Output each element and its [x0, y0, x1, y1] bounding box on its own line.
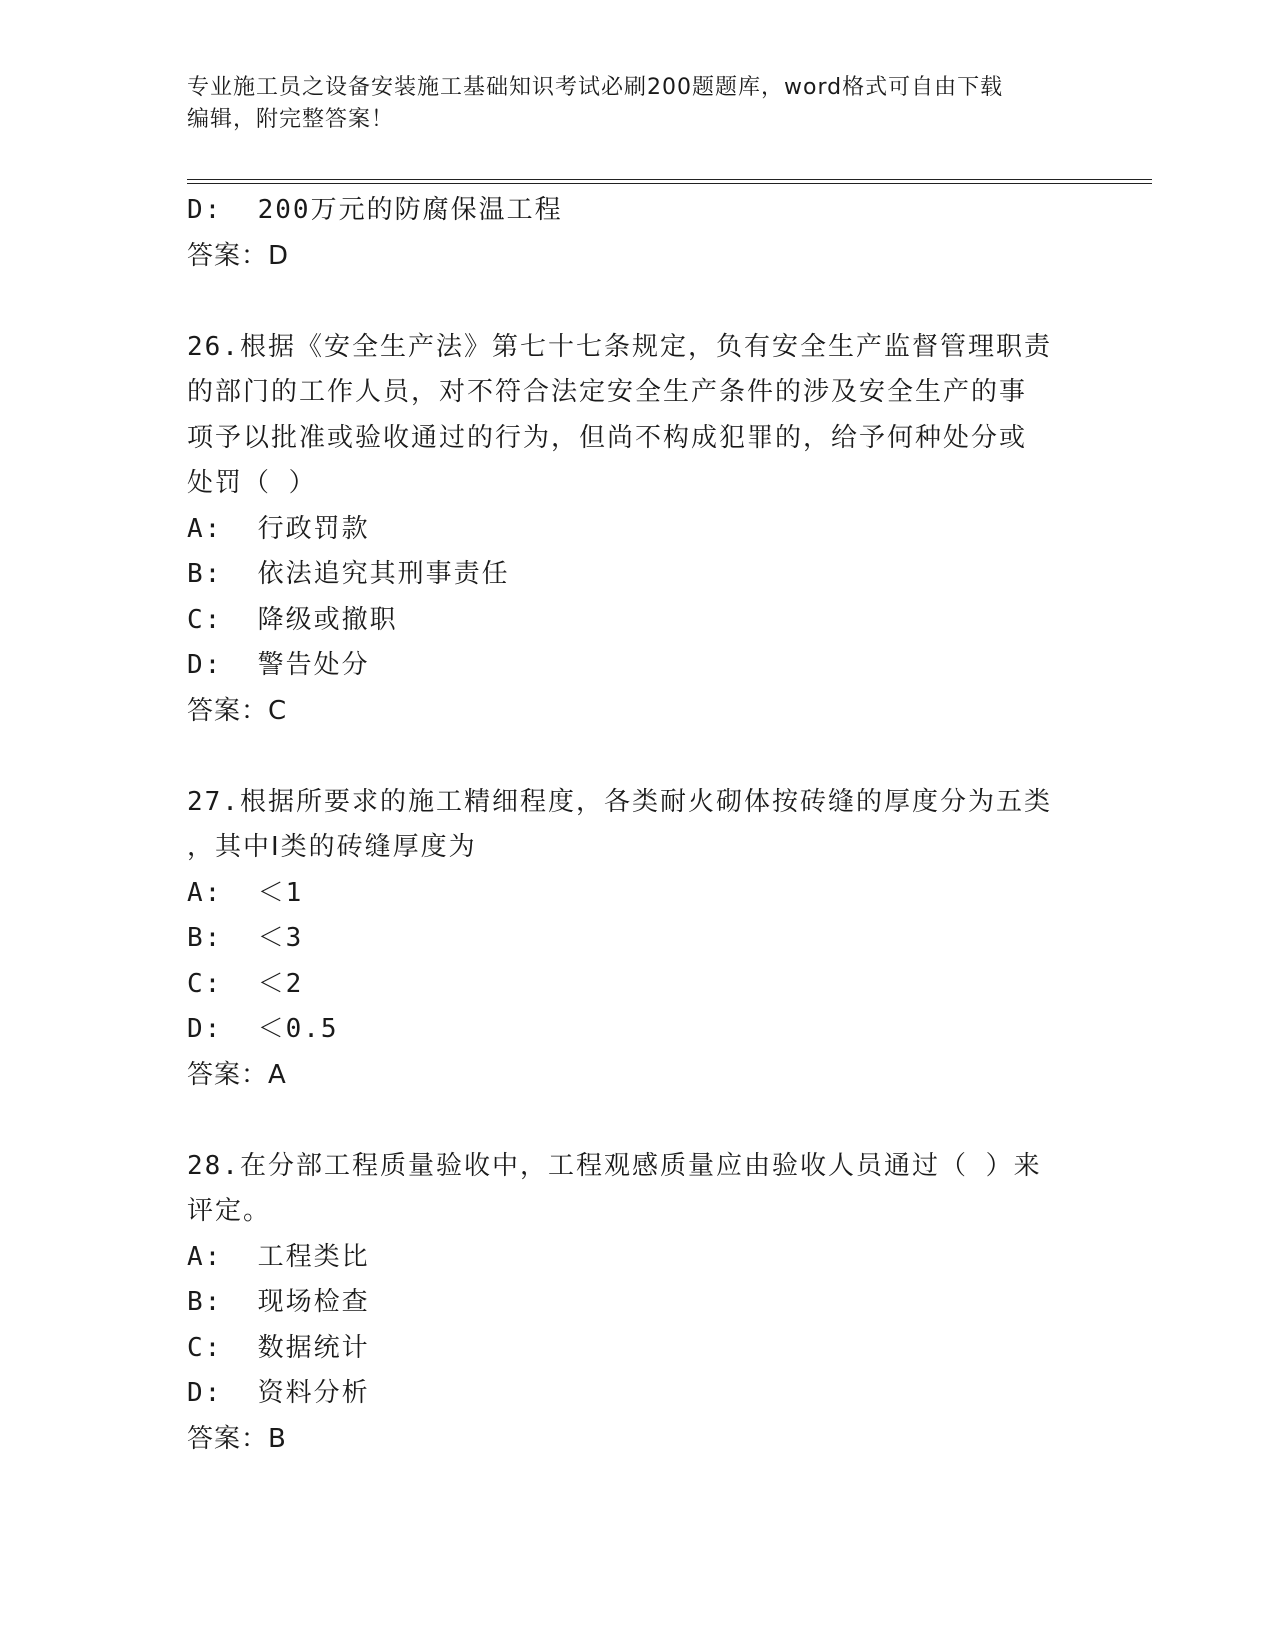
option-c: C: 降级或撤职 — [187, 604, 398, 635]
spacer — [187, 1098, 1087, 1144]
document-body — [187, 188, 1087, 1462]
question-stem-line: 处罚（ ） — [187, 468, 317, 498]
option-a: A: 行政罚款 — [187, 513, 370, 544]
question-26 — [187, 325, 1087, 735]
question-stem-line: 的部门的工作人员，对不符合法定安全生产条件的涉及安全生产的事 — [187, 377, 1028, 407]
question-stem-line: 28.在分部工程质量验收中，工程观感质量应由验收人员通过（ ）来 — [187, 1150, 1042, 1181]
spacer — [187, 734, 1087, 780]
header-title-line-2: 编辑，附完整答案！ — [187, 107, 395, 132]
answer-line: 答案：B — [187, 1423, 287, 1454]
answer-line: 答案：D — [187, 240, 290, 271]
question-stem-line: ，其中Ⅰ类的砖缝厚度为 — [187, 832, 477, 862]
spacer — [187, 279, 1087, 325]
option-d: D: 200万元的防腐保温工程 — [187, 195, 563, 225]
question-stem-line: 项予以批准或验收通过的行为，但尚不构成犯罪的，给予何种处分或 — [187, 422, 1028, 453]
option-d: D: 资料分析 — [187, 1378, 370, 1408]
answer-line: 答案：C — [187, 695, 288, 726]
option-c: C: ＜2 — [187, 968, 304, 999]
option-b: B: 依法追究其刑事责任 — [187, 559, 510, 589]
question-28 — [187, 1144, 1087, 1463]
option-d: D: 警告处分 — [187, 650, 370, 680]
option-a: A: ＜1 — [187, 877, 304, 908]
question-stem-line: 评定。 — [187, 1196, 272, 1226]
answer-line: 答案：A — [187, 1059, 287, 1090]
header-title-line-1: 专业施工员之设备安装施工基础知识考试必刷200题题库，word格式可自由下载 — [187, 75, 1004, 100]
option-c: C: 数据统计 — [187, 1332, 370, 1363]
option-b: B: ＜3 — [187, 923, 304, 953]
question-27 — [187, 780, 1087, 1099]
option-d: D: ＜0.5 — [187, 1014, 339, 1044]
header-divider — [187, 179, 1152, 184]
question-stem-line: 27.根据所要求的施工精细程度，各类耐火砌体按砖缝的厚度分为五类 — [187, 786, 1052, 817]
option-b: B: 现场检查 — [187, 1287, 370, 1317]
page-header — [187, 72, 1087, 136]
question-stem-line: 26.根据《安全生产法》第七十七条规定，负有安全生产监督管理职责 — [187, 331, 1052, 362]
option-a: A: 工程类比 — [187, 1241, 370, 1272]
